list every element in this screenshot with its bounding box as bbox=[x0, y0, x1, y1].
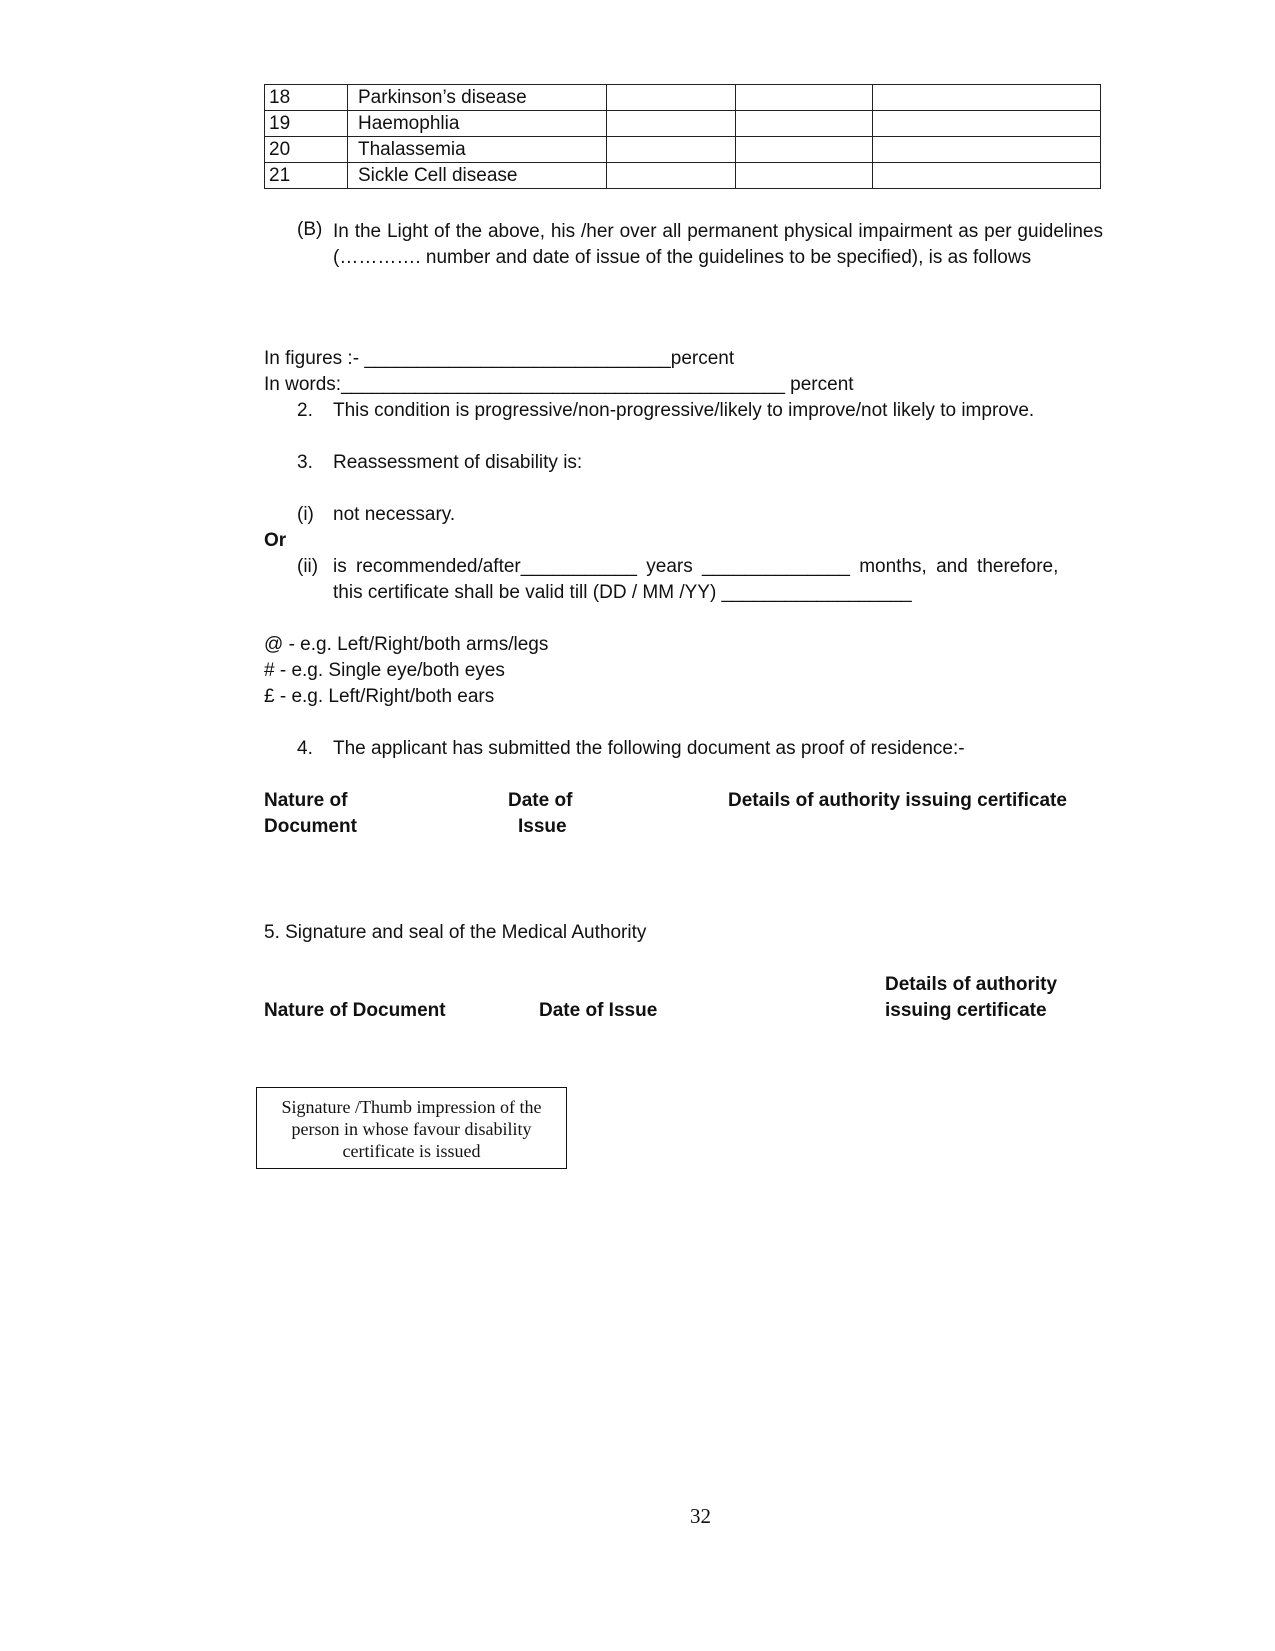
header-details-of-authority: Details of authority bbox=[885, 974, 1058, 995]
disease-name: Sickle Cell disease bbox=[348, 163, 607, 189]
signature-box[interactable] bbox=[256, 1087, 567, 1169]
empty-cell[interactable] bbox=[607, 85, 736, 111]
item-2-number: 2. bbox=[297, 400, 313, 421]
in-words-field[interactable]: In words:__________________________________________ percent bbox=[264, 374, 854, 395]
header-nature-of: Nature of bbox=[264, 790, 348, 811]
header-document: Document bbox=[264, 816, 357, 837]
option-ii-marker: (ii) bbox=[297, 556, 319, 577]
item-3-number: 3. bbox=[297, 452, 313, 473]
item-2-text: This condition is progressive/non-progressive/likely to improve/not likely to improve. bbox=[333, 400, 1035, 421]
table-row bbox=[265, 111, 1101, 137]
empty-cell[interactable] bbox=[873, 85, 1101, 111]
page-number: 32 bbox=[690, 1504, 711, 1528]
disease-name: Parkinson’s disease bbox=[348, 85, 607, 111]
item-4-number: 4. bbox=[297, 738, 313, 759]
header-details-authority: Details of authority issuing certificate bbox=[728, 790, 1067, 811]
disease-name: Haemophlia bbox=[348, 111, 607, 137]
in-figures-field[interactable]: In figures :- _____________________________percent bbox=[264, 348, 735, 369]
header-date-of: Date of bbox=[508, 790, 573, 811]
empty-cell[interactable] bbox=[736, 163, 873, 189]
section-b-marker: (B) bbox=[297, 219, 323, 240]
empty-cell[interactable] bbox=[607, 111, 736, 137]
table-row bbox=[265, 137, 1101, 163]
header-issue: Issue bbox=[518, 816, 567, 837]
note-eyes: # - e.g. Single eye/both eyes bbox=[264, 660, 505, 681]
signature-line: Signature /Thumb impression of the bbox=[281, 1097, 542, 1117]
empty-cell[interactable] bbox=[873, 163, 1101, 189]
signature-line: person in whose favour disability bbox=[291, 1119, 532, 1139]
header-date-of-issue: Date of Issue bbox=[539, 1000, 658, 1021]
note-arms-legs: @ - e.g. Left/Right/both arms/legs bbox=[264, 634, 549, 655]
empty-cell[interactable] bbox=[873, 111, 1101, 137]
section-b-text: In the Light of the above, his /her over all permanent physical impairment as per guidelines (…………. number and date of issue of the guidelines to be specified), is as follows bbox=[333, 221, 1103, 268]
item-3-text: Reassessment of disability is: bbox=[333, 452, 583, 473]
option-i-text: not necessary. bbox=[333, 504, 456, 525]
or-label: Or bbox=[264, 530, 287, 551]
disease-table bbox=[264, 84, 1101, 189]
option-i-marker: (i) bbox=[297, 504, 314, 525]
row-number: 18 bbox=[265, 85, 348, 111]
empty-cell[interactable] bbox=[873, 137, 1101, 163]
empty-cell[interactable] bbox=[736, 137, 873, 163]
row-number: 19 bbox=[265, 111, 348, 137]
item-5-text: 5. Signature and seal of the Medical Authority bbox=[264, 922, 647, 943]
option-ii-line1[interactable]: is recommended/after___________ years ______________ months, and therefore, bbox=[333, 556, 1059, 577]
empty-cell[interactable] bbox=[607, 163, 736, 189]
row-number: 21 bbox=[265, 163, 348, 189]
table-row bbox=[265, 163, 1101, 189]
option-ii-line2[interactable]: this certificate shall be valid till (DD / MM /YY) __________________ bbox=[333, 582, 912, 603]
table-row bbox=[265, 85, 1101, 111]
empty-cell[interactable] bbox=[607, 137, 736, 163]
empty-cell[interactable] bbox=[736, 85, 873, 111]
item-4-text: The applicant has submitted the following document as proof of residence:- bbox=[333, 738, 965, 759]
header-nature-of-document: Nature of Document bbox=[264, 1000, 446, 1021]
row-number: 20 bbox=[265, 137, 348, 163]
empty-cell[interactable] bbox=[736, 111, 873, 137]
header-issuing-certificate: issuing certificate bbox=[885, 1000, 1047, 1021]
signature-line: certificate is issued bbox=[342, 1141, 481, 1161]
disease-name: Thalassemia bbox=[348, 137, 607, 163]
note-ears: £ - e.g. Left/Right/both ears bbox=[264, 686, 495, 707]
